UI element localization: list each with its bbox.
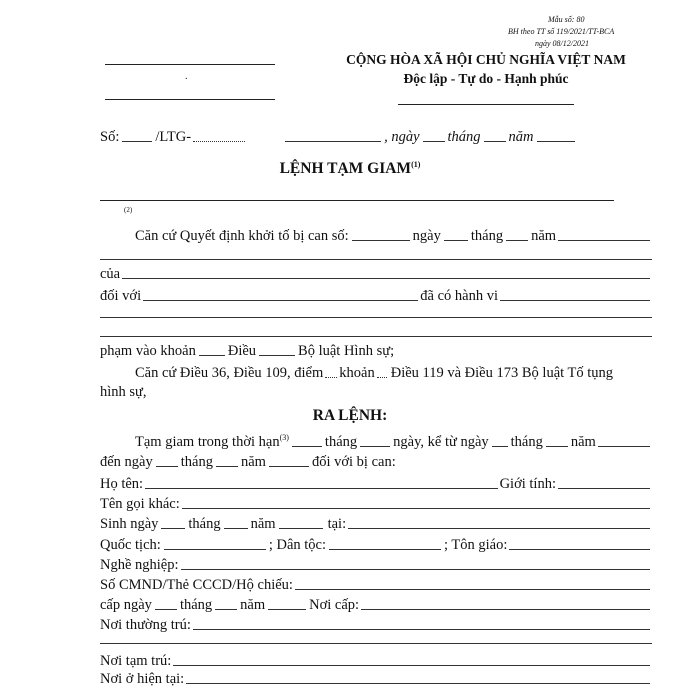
note-3: (3) [279, 433, 289, 443]
ten-goi-khac-label: Tên gọi khác: [100, 496, 180, 512]
diem-blank[interactable] [325, 377, 337, 378]
ho-ten-label: Họ tên: [100, 476, 144, 492]
decision-thang-blank[interactable] [506, 240, 528, 241]
ref-thang: tháng [447, 129, 481, 145]
ke-tu-thang-blank[interactable] [546, 446, 568, 447]
da-co-hanh-vi-label: đã có hành vi [420, 288, 498, 304]
national-motto: Độc lập - Tự do - Hạnh phúc [403, 71, 569, 86]
cap-nam-field[interactable] [268, 609, 306, 610]
decision-number-blank[interactable] [352, 240, 410, 241]
khoan-blank[interactable] [199, 355, 225, 356]
reference-line [100, 128, 640, 146]
agency-line-1 [105, 64, 275, 65]
motto-underline [398, 104, 574, 105]
tam-tru-line [100, 652, 652, 670]
can-cu-1-ngay: ngày [412, 228, 441, 244]
den-ngay-label: đến ngày [100, 454, 153, 470]
pham-vao-line [100, 342, 420, 360]
document-title [0, 160, 700, 178]
den-ngay-line [100, 453, 440, 471]
sinh-ngay-line [100, 515, 652, 533]
ke-tu-thang: tháng [510, 434, 543, 450]
ref-code-blank[interactable] [193, 141, 245, 142]
thuong-tru-line [100, 616, 652, 634]
noi-cap-field[interactable] [361, 609, 650, 610]
cap-thang-label: tháng [179, 597, 213, 613]
ke-tu-ngay-blank[interactable] [492, 446, 508, 447]
cmnd-line [100, 576, 652, 594]
agency-line-2 [105, 99, 275, 100]
noi-sinh-field[interactable] [348, 528, 650, 529]
ton-giao-field[interactable] [509, 549, 650, 550]
hanh-vi-blank[interactable] [500, 300, 650, 301]
thoi-han-ngay-blank[interactable] [360, 446, 390, 447]
hien-tai-line [100, 670, 652, 688]
cap-nam-label: năm [240, 597, 266, 613]
issuer-line[interactable] [100, 200, 614, 201]
tam-tru-label: Nơi tạm trú: [100, 653, 172, 669]
cap-ngay-line [100, 596, 652, 614]
den-thang-label: tháng [180, 454, 213, 470]
so-label: Số: [100, 129, 120, 145]
title-note: (1) [411, 159, 421, 169]
can-cu-2-rest: Điều 119 và Điều 173 Bộ luật Tố tụng [390, 365, 614, 381]
blank-rule-3[interactable] [100, 336, 652, 337]
den-ngay-blank[interactable] [156, 466, 178, 467]
note-2: (2) [124, 206, 133, 214]
cmnd-field[interactable] [295, 589, 650, 590]
bo-luat-label: Bộ luật Hình sự; [298, 343, 395, 359]
sinh-ngay-label: Sinh ngày [100, 516, 159, 532]
ref-ngay: , ngày [384, 129, 420, 145]
quoc-tich-line [100, 536, 652, 554]
issued-by: BH theo TT số 119/2021/TT-BCA [508, 27, 615, 36]
can-cu-2-line-2 [100, 383, 652, 401]
doi-voi-bi-can-label: đối với bị can: [311, 454, 396, 470]
tai-label: tại: [327, 516, 347, 532]
title-text: LỆNH TẠM GIAM [279, 160, 412, 177]
nghe-nghiep-label: Nghề nghiệp: [100, 557, 179, 573]
ten-goi-khac-line [100, 495, 652, 513]
ton-giao-label: ; Tôn giáo: [444, 537, 508, 553]
agency-dot: . [185, 71, 188, 82]
quoc-tich-label: Quốc tịch: [100, 537, 161, 553]
ho-ten-line [100, 475, 652, 493]
country-name: CỘNG HÒA XÃ HỘI CHỦ NGHĨA VIỆT NAM [346, 52, 626, 67]
order-heading: RA LỆNH: [312, 407, 388, 424]
gioi-tinh-label: Giới tính: [499, 476, 556, 492]
doi-voi-label: đối với [100, 288, 142, 304]
ke-tu-nam: năm [570, 434, 596, 450]
ten-goi-khac-field[interactable] [182, 508, 650, 509]
pham-vao-khoan-label: phạm vào khoản [100, 343, 196, 359]
hien-tai-label: Nơi ở hiện tại: [100, 671, 185, 687]
tam-giam-line [100, 433, 652, 451]
sinh-nam-field[interactable] [279, 528, 323, 529]
nghe-nghiep-field[interactable] [181, 569, 650, 570]
can-cu-2-continued: hình sự, [100, 384, 147, 400]
nghe-nghiep-line [100, 556, 652, 574]
thuong-tru-label: Nơi thường trú: [100, 617, 191, 633]
dan-toc-label: ; Dân tộc: [268, 537, 326, 553]
ref-thang-blank[interactable] [484, 141, 506, 142]
ref-code: /LTG- [155, 129, 192, 145]
ref-ngay-blank[interactable] [423, 141, 445, 142]
can-cu-1-nam: năm [531, 228, 557, 244]
ngay-ke-tu-label: ngày, kể từ ngày [393, 434, 489, 450]
tam-giam-label [135, 433, 289, 451]
dieu-blank[interactable] [259, 355, 295, 356]
sinh-ngay-field[interactable] [161, 528, 185, 529]
dan-toc-field[interactable] [329, 549, 441, 550]
can-cu-2-line [100, 364, 652, 382]
tam-giam-text: Tạm giam trong thời hạn [135, 434, 280, 450]
cua-label: của [100, 266, 121, 282]
cua-blank[interactable] [122, 278, 650, 279]
sinh-thang-field[interactable] [224, 528, 248, 529]
ke-tu-nam-blank[interactable] [598, 446, 650, 447]
can-cu-2-label: Căn cứ Điều 36, Điều 109, điểm [135, 365, 324, 381]
gioi-tinh-field[interactable] [558, 488, 650, 489]
ref-nam-blank[interactable] [537, 141, 575, 142]
can-cu-1-line [100, 227, 652, 245]
sinh-thang-label: tháng [188, 516, 221, 532]
can-cu-1-thang: tháng [470, 228, 504, 244]
dieu-label: Điều [227, 343, 257, 359]
den-thang-blank[interactable] [216, 466, 238, 467]
doi-voi-blank[interactable] [143, 300, 418, 301]
issued-date: ngày 08/12/2021 [535, 39, 589, 48]
sinh-nam-label: năm [250, 516, 276, 532]
can-cu-2-khoan: khoản [339, 365, 375, 381]
hien-tai-field[interactable] [186, 683, 650, 684]
cap-ngay-field[interactable] [155, 609, 177, 610]
place-blank[interactable] [285, 141, 381, 142]
ho-ten-field[interactable] [145, 488, 497, 489]
ref-nam: năm [508, 129, 534, 145]
cua-line [100, 265, 652, 283]
den-nam-label: năm [240, 454, 266, 470]
tam-tru-field[interactable] [173, 665, 650, 666]
quoc-tich-field[interactable] [164, 549, 266, 550]
blank-rule-1[interactable] [100, 259, 652, 260]
decision-nam-blank[interactable] [558, 240, 650, 241]
den-nam-blank[interactable] [269, 466, 309, 467]
thuong-tru-field[interactable] [193, 629, 650, 630]
so-blank[interactable] [122, 141, 152, 142]
blank-rule-2[interactable] [100, 317, 652, 318]
doi-voi-line [100, 287, 652, 305]
thuong-tru-rule-2[interactable] [100, 643, 652, 644]
decision-ngay-blank[interactable] [444, 240, 468, 241]
cap-thang-field[interactable] [215, 609, 237, 610]
thoi-han-blank[interactable] [292, 446, 322, 447]
form-number: Mẫu số: 80 [548, 15, 585, 24]
noi-cap-label: Nơi cấp: [309, 597, 360, 613]
thoi-han-thang: tháng [324, 434, 358, 450]
cap-ngay-label: cấp ngày [100, 597, 152, 613]
cmnd-label: Số CMND/Thẻ CCCD/Hộ chiếu: [100, 577, 293, 593]
can-cu-2-khoan-blank[interactable] [377, 377, 387, 378]
can-cu-1-label: Căn cứ Quyết định khởi tố bị can số: [135, 228, 349, 244]
